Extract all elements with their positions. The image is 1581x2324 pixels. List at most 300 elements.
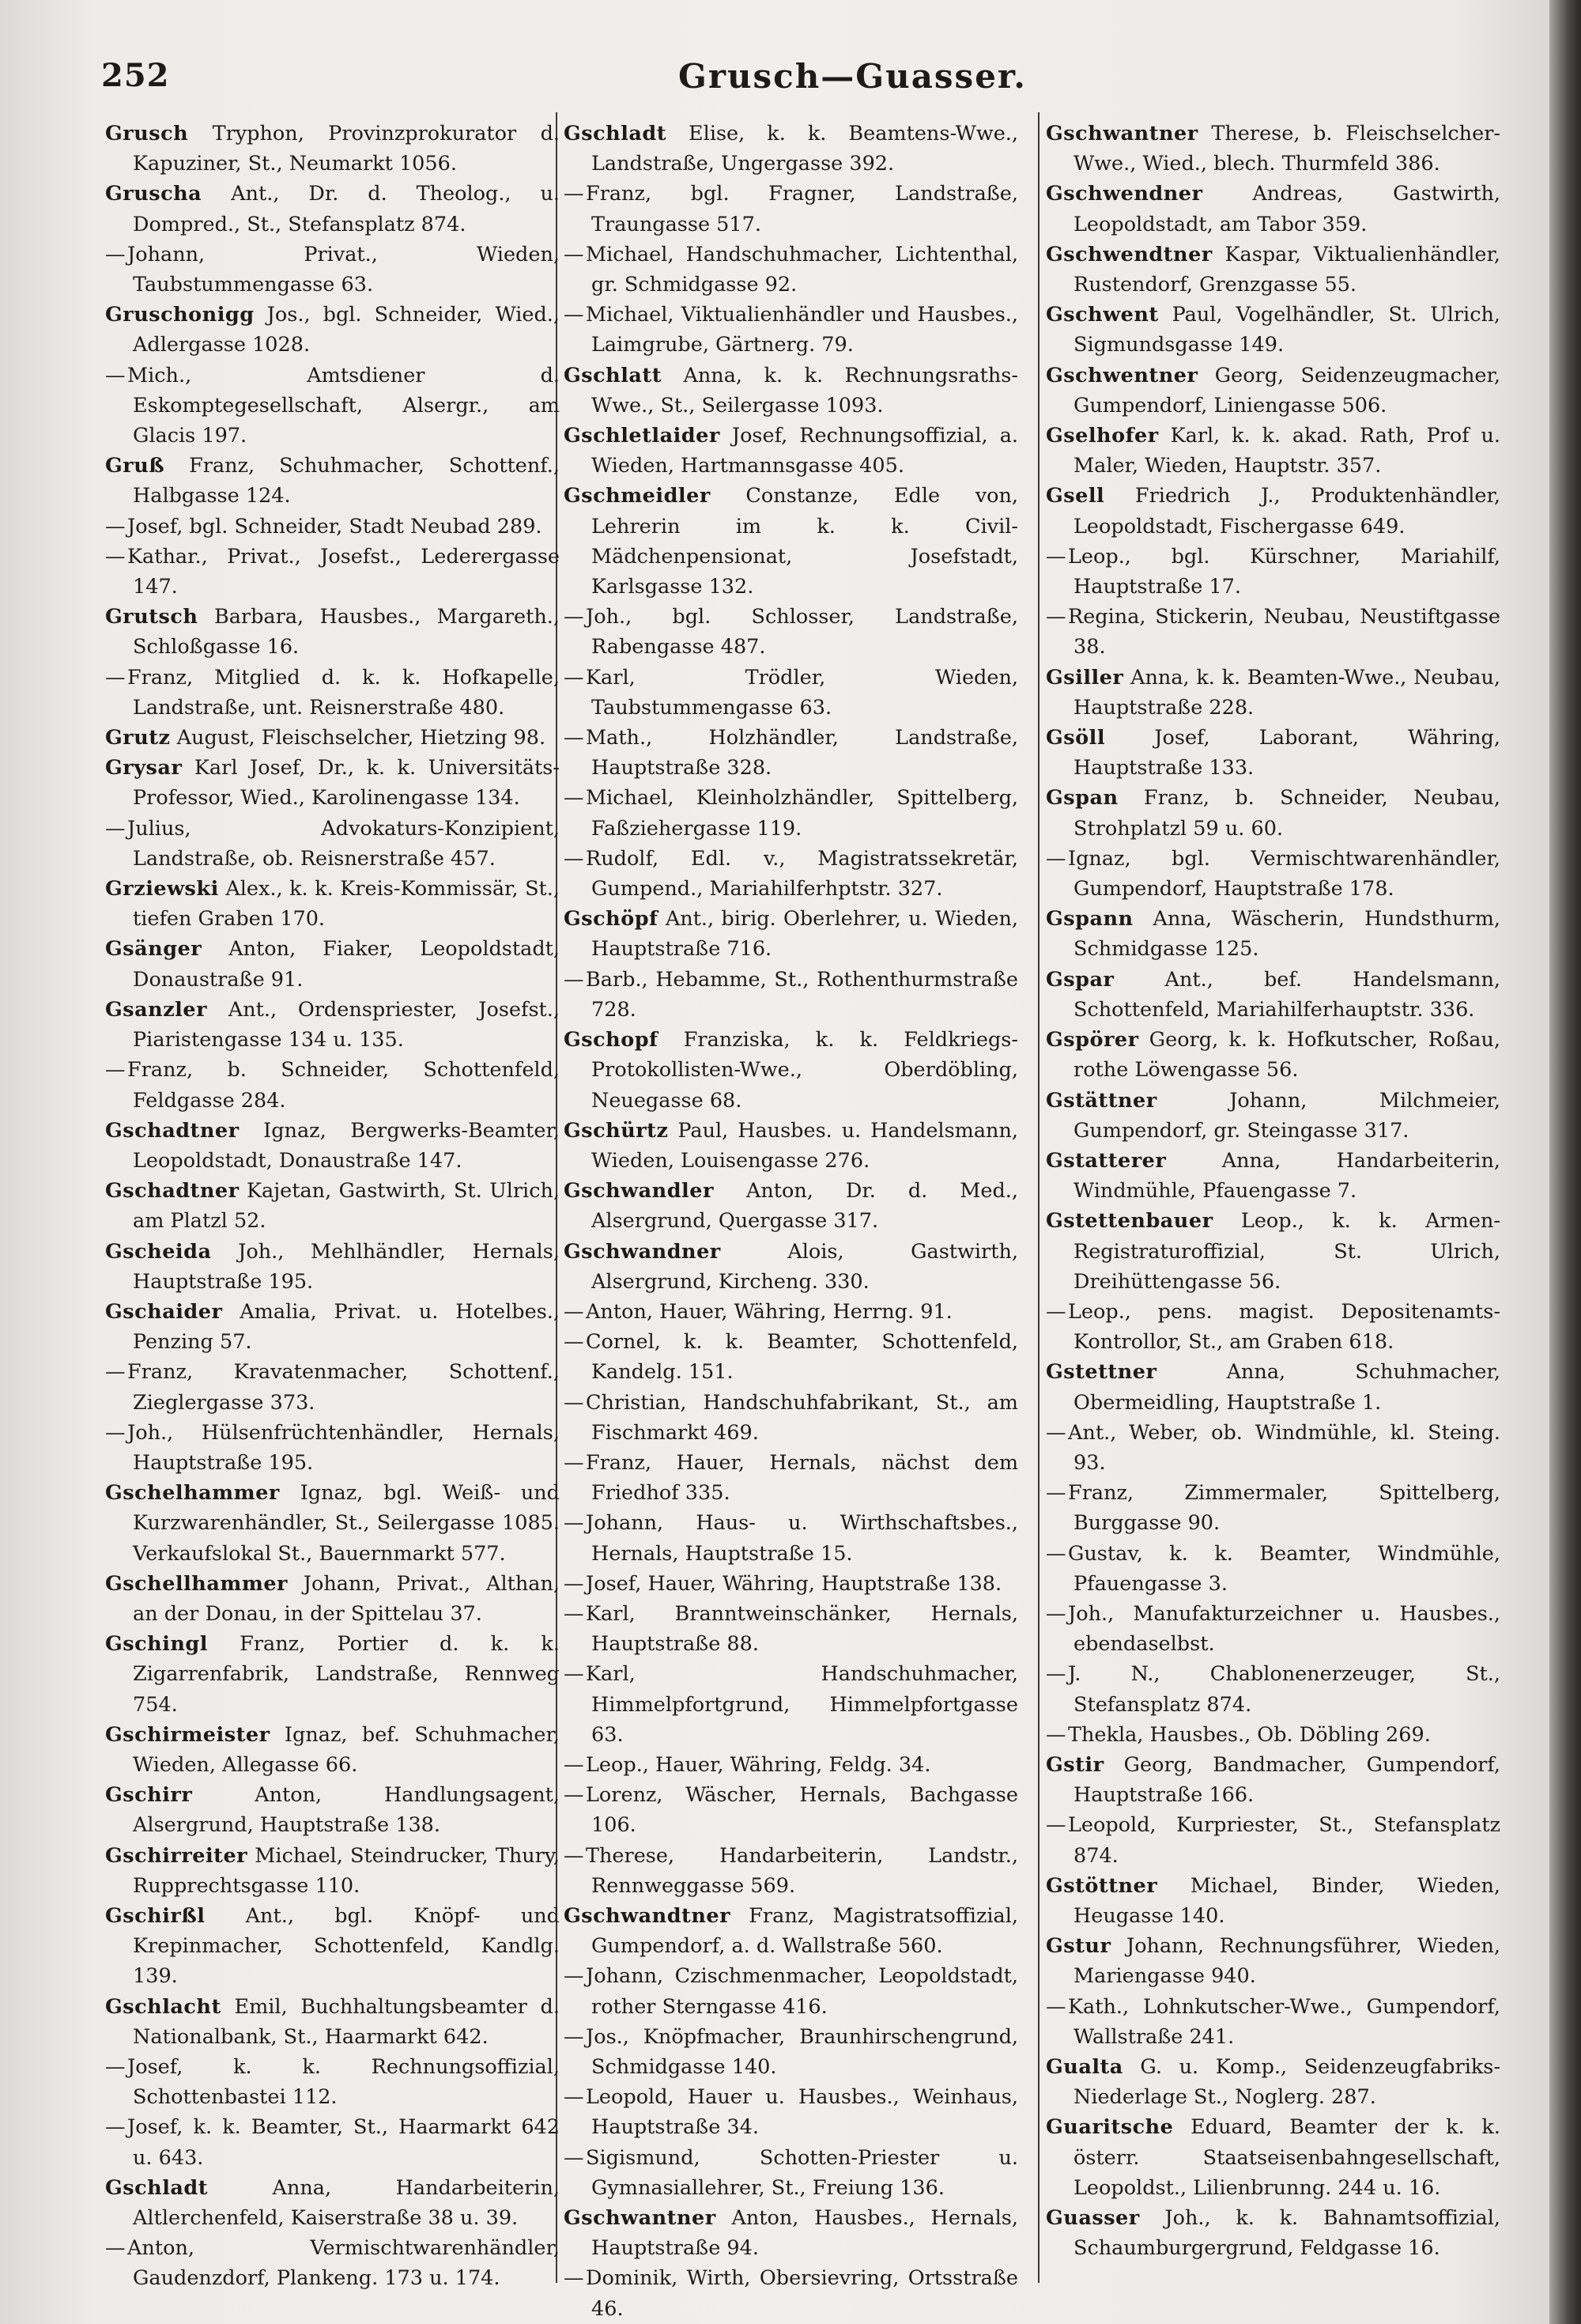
ditto-dash: — bbox=[564, 1511, 584, 1536]
entry-surname: Gschopf bbox=[564, 1028, 658, 1052]
entry-surname: Gschellhammer bbox=[105, 1571, 288, 1596]
entry-details: Johann, Rechnungsführer, Wieden, Mariengasse 940. bbox=[1073, 1934, 1500, 1989]
entry-details: Ignaz, Bergwerks-Beamter, Leopoldstadt, Donaustraße 147. bbox=[133, 1118, 560, 1173]
ditto-dash: — bbox=[1046, 1420, 1066, 1445]
entry-surname: Grutz bbox=[105, 726, 171, 750]
entry-details: Georg, Seidenzeugmacher, Gumpendorf, Liniengasse 506. bbox=[1073, 363, 1500, 418]
directory-entry bbox=[1046, 1478, 1500, 1538]
ditto-dash: — bbox=[564, 967, 584, 992]
entry-details: Karl, k. k. akad. Rath, Prof u. Maler, Wieden, Hauptstr. 357. bbox=[1073, 424, 1501, 478]
directory-entry bbox=[564, 2263, 1018, 2323]
directory-entry bbox=[1046, 1810, 1500, 1870]
entry-surname: Gsanzler bbox=[105, 997, 208, 1022]
entry-surname: Gstöttner bbox=[1046, 1873, 1158, 1898]
entry-surname: Gscheida bbox=[105, 1239, 212, 1264]
entry-details: Amalia, Privat. u. Hotelbes., Penzing 57. bbox=[133, 1299, 560, 1355]
entry-surname: Gschwandler bbox=[564, 1179, 714, 1204]
entry-details: Georg, Bandmacher, Gumpendorf, Hauptstraße 166. bbox=[1073, 1752, 1500, 1808]
directory-entry bbox=[1046, 965, 1500, 1025]
entry-details: Ant., Dr. d. Theolog., u. Dompred., St., Stefansplatz 874. bbox=[133, 182, 560, 236]
directory-entry bbox=[1046, 119, 1500, 179]
ditto-dash: — bbox=[564, 726, 584, 750]
entry-details: Tryphon, Provinzprokurator d. Kapuziner, St., Neumarkt 1056. bbox=[133, 122, 560, 176]
directory-entry bbox=[105, 1841, 560, 1901]
directory-entry bbox=[1046, 1539, 1500, 1599]
directory-entry bbox=[1046, 1750, 1500, 1810]
entry-details: Ignaz, bef. Schuhmacher, Wieden, Allegasse 66. bbox=[133, 1722, 560, 1777]
entry-surname: Gselhofer bbox=[1046, 424, 1159, 448]
entry-surname: Gschwantner bbox=[1046, 122, 1198, 145]
entry-surname: Gschlatt bbox=[564, 363, 662, 387]
ditto-dash: — bbox=[1046, 1722, 1066, 1747]
directory-entry bbox=[105, 1629, 560, 1720]
entry-surname: Guasser bbox=[1046, 2206, 1140, 2231]
entry-details: Franz, Portier d. k. k. Zigarrenfabrik, Landstraße, Rennweg 754. bbox=[133, 1632, 560, 1717]
directory-entry bbox=[564, 2082, 1018, 2142]
directory-entry bbox=[564, 602, 1018, 662]
entry-surname: Gschürtz bbox=[564, 1118, 669, 1143]
entry-details: Ant., Ordenspriester, Josefst., Piaristengasse 134 u. 135. bbox=[133, 997, 560, 1052]
ditto-dash: — bbox=[564, 605, 584, 629]
directory-entry bbox=[564, 1448, 1018, 1508]
entry-details: Barbara, Hausbes., Margareth., Schloßgasse 16. bbox=[133, 605, 560, 659]
entry-surname: Gstatterer bbox=[1046, 1148, 1167, 1173]
ditto-dash: — bbox=[105, 544, 126, 569]
entry-surname: Gschadtner bbox=[105, 1179, 240, 1204]
page-number: 252 bbox=[101, 57, 170, 94]
entry-details: Sigismund, Schotten-Priester u. Gymnasiallehrer, St., Freiung 136. bbox=[586, 2145, 1018, 2200]
entry-details: Anton, Hauer, Währing, Herrng. 91. bbox=[586, 1299, 953, 1324]
directory-entry bbox=[564, 1569, 1018, 1599]
entry-details: Franz, Hauer, Hernals, nächst dem Friedhof 335. bbox=[586, 1450, 1018, 1506]
entry-surname: Gschletlaider bbox=[564, 424, 720, 448]
entry-surname: Gstur bbox=[1046, 1934, 1111, 1959]
entry-details: Ant., birig. Oberlehrer, u. Wieden, Hauptstraße 716. bbox=[591, 907, 1018, 962]
directory-entry bbox=[105, 542, 560, 602]
entry-surname: Gschladt bbox=[105, 2175, 209, 2200]
entry-details: Johann, Haus- u. Wirthschaftsbes., Hernals, Hauptstraße 15. bbox=[586, 1511, 1018, 1566]
directory-entry bbox=[105, 995, 560, 1055]
entry-details: Johann, Milchmeier, Gumpendorf, gr. Steingasse 317. bbox=[1073, 1088, 1500, 1143]
ditto-dash: — bbox=[105, 2055, 126, 2079]
entry-details: Anna, Handarbeiterin, Windmühle, Pfauengasse 7. bbox=[1073, 1148, 1500, 1204]
directory-entry bbox=[105, 602, 560, 662]
entry-details: Joh., bgl. Schlosser, Landstraße, Rabengasse 487. bbox=[586, 605, 1018, 659]
ditto-dash: — bbox=[1046, 1813, 1066, 1838]
entry-details: Franz, bgl. Fragner, Landstraße, Traungasse 517. bbox=[586, 182, 1018, 236]
entry-details: Georg, k. k. Hofkutscher, Roßau, rothe Löwengasse 56. bbox=[1073, 1028, 1500, 1083]
directory-entry bbox=[564, 965, 1018, 1025]
entry-details: Ant., bef. Handelsmann, Schottenfeld, Mariahilferhauptstr. 336. bbox=[1073, 967, 1500, 1022]
directory-entry bbox=[564, 300, 1018, 360]
directory-entry bbox=[564, 904, 1018, 964]
entry-details: Anton, Fiaker, Leopoldstadt, Donaustraße 91. bbox=[133, 937, 560, 992]
ditto-dash: — bbox=[1046, 1601, 1066, 1626]
directory-entry bbox=[105, 874, 560, 934]
entry-details: Joh., Mehlhändler, Hernals, Hauptstraße 195. bbox=[133, 1239, 560, 1294]
entry-surname: Gschladt bbox=[564, 122, 667, 145]
entry-details: Josef, Rechnungsoffizial, a. Wieden, Hartmannsgasse 405. bbox=[591, 424, 1018, 478]
entry-details: Franz, Magistratsoffizial, Gumpendorf, a. d. Wallstraße 560. bbox=[591, 1903, 1019, 1959]
directory-entry bbox=[105, 2112, 560, 2172]
ditto-dash: — bbox=[1046, 544, 1066, 569]
entry-details: J. N., Chablonenerzeuger, St., Stefansplatz 874. bbox=[1068, 1662, 1500, 1717]
column-3 bbox=[1046, 119, 1500, 2263]
column-divider bbox=[1038, 112, 1040, 2283]
directory-entry bbox=[105, 451, 560, 511]
entry-details: Franz, Zimmermaler, Spittelberg, Burggasse 90. bbox=[1068, 1481, 1500, 1536]
entry-details: Math., Holzhändler, Landstraße, Hauptstraße 328. bbox=[586, 726, 1018, 780]
entry-surname: Gsiller bbox=[1046, 665, 1124, 690]
directory-entry bbox=[1046, 1871, 1500, 1931]
directory-entry bbox=[105, 1901, 560, 1992]
entry-details: Eduard, Beamter der k. k. österr. Staatseisenbahngesellschaft, Leopoldst., Lilienbrunng. 244 u. 16. bbox=[1073, 2115, 1500, 2200]
directory-entry bbox=[105, 1055, 560, 1115]
ditto-dash: — bbox=[105, 1360, 126, 1385]
directory-entry bbox=[1046, 1992, 1500, 2052]
entry-surname: Gschwantner bbox=[564, 2206, 716, 2231]
entry-details: Karl Josef, Dr., k. k. Universitäts-Professor, Wied., Karolinengasse 134. bbox=[133, 756, 560, 811]
directory-entry bbox=[1046, 1297, 1500, 1357]
book-spine-edge bbox=[1549, 0, 1581, 2324]
entry-details: Johann, Privat., Wieden, Taubstummengasse 63. bbox=[127, 242, 560, 297]
directory-entry bbox=[564, 844, 1018, 904]
directory-entry bbox=[1046, 602, 1500, 662]
directory-entry bbox=[564, 1901, 1018, 1961]
entry-details: Michael, Handschuhmacher, Lichtenthal, gr. Schmidgasse 92. bbox=[586, 242, 1018, 297]
entry-details: G. u. Komp., Seidenzeugfabriks-Niederlage St., Noglerg. 287. bbox=[1073, 2055, 1500, 2110]
entry-details: Barb., Hebamme, St., Rothenthurmstraße 728. bbox=[586, 967, 1018, 1022]
ditto-dash: — bbox=[105, 816, 126, 841]
directory-entry bbox=[564, 179, 1018, 239]
column-1 bbox=[105, 119, 560, 2294]
directory-entry bbox=[564, 2022, 1018, 2082]
entry-surname: Gschirreiter bbox=[105, 1843, 248, 1868]
entry-surname: Grziewski bbox=[105, 877, 219, 901]
directory-entry bbox=[564, 1659, 1018, 1750]
entry-details: Anna, k. k. Beamten-Wwe., Neubau, Hauptstraße 228. bbox=[1073, 665, 1501, 720]
entry-surname: Gschaider bbox=[105, 1299, 223, 1324]
directory-entry bbox=[1046, 2203, 1500, 2263]
entry-surname: Gschelhammer bbox=[105, 1481, 280, 1506]
entry-details: August, Fleischselcher, Hietzing 98. bbox=[176, 726, 546, 750]
entry-details: Josef, Hauer, Währing, Hauptstraße 138. bbox=[586, 1571, 1002, 1596]
running-head: Grusch—Guasser. bbox=[678, 57, 1027, 96]
directory-entry bbox=[1046, 1720, 1500, 1750]
directory-entry bbox=[105, 723, 560, 753]
directory-entry bbox=[105, 814, 560, 874]
entry-surname: Gsöll bbox=[1046, 726, 1106, 750]
entry-details: Josef, Laborant, Währing, Hauptstraße 133. bbox=[1073, 726, 1500, 780]
directory-entry bbox=[1046, 1659, 1500, 1719]
directory-entry bbox=[564, 481, 1018, 602]
entry-details: Gustav, k. k. Beamter, Windmühle, Pfauengasse 3. bbox=[1068, 1541, 1500, 1596]
directory-entry bbox=[1046, 783, 1500, 843]
entry-details: Anna, Wäscherin, Hundsthurm, Schmidgasse 125. bbox=[1073, 907, 1501, 962]
entry-details: Karl, Trödler, Wieden, Taubstummengasse 63. bbox=[586, 665, 1018, 720]
directory-entry bbox=[1046, 1599, 1500, 1659]
directory-entry bbox=[105, 1176, 560, 1236]
directory-entry bbox=[1046, 179, 1500, 239]
entry-details: Jos., bgl. Schneider, Wied., Adlergasse 1028. bbox=[133, 303, 560, 357]
entry-details: Emil, Buchhaltungsbeamter d. Nationalbank, St., Haarmarkt 642. bbox=[133, 1994, 560, 2049]
directory-entry bbox=[564, 361, 1018, 421]
directory-entry bbox=[564, 663, 1018, 723]
directory-entry bbox=[105, 300, 560, 360]
ditto-dash: — bbox=[564, 1964, 584, 1989]
ditto-dash: — bbox=[564, 1330, 584, 1355]
ditto-dash: — bbox=[1046, 1299, 1066, 1324]
directory-entry bbox=[564, 1116, 1018, 1176]
entry-details: Rudolf, Edl. v., Magistratssekretär, Gumpend., Mariahilferhptstr. 327. bbox=[586, 846, 1018, 901]
ditto-dash: — bbox=[564, 1390, 584, 1415]
ditto-dash: — bbox=[564, 846, 584, 871]
directory-entry bbox=[1046, 844, 1500, 904]
directory-entry bbox=[105, 361, 560, 452]
directory-entry bbox=[105, 240, 560, 300]
entry-details: Leopold, Hauer u. Hausbes., Weinhaus, Hauptstraße 34. bbox=[586, 2085, 1018, 2140]
ditto-dash: — bbox=[1046, 605, 1066, 629]
ditto-dash: — bbox=[564, 2085, 584, 2110]
entry-details: Lorenz, Wäscher, Hernals, Bachgasse 106. bbox=[586, 1783, 1018, 1838]
ditto-dash: — bbox=[564, 786, 584, 811]
entry-surname: Grusch bbox=[105, 122, 189, 145]
entry-surname: Gschlacht bbox=[105, 1994, 221, 2019]
entry-details: Leop., Hauer, Währing, Feldg. 34. bbox=[586, 1752, 931, 1777]
directory-entry bbox=[105, 1780, 560, 1840]
entry-surname: Gschirmeister bbox=[105, 1722, 270, 1747]
entry-details: Kath., Lohnkutscher-Wwe., Gumpendorf, Wallstraße 241. bbox=[1068, 1994, 1500, 2049]
entry-details: Ant., Weber, ob. Windmühle, kl. Steing. 93. bbox=[1068, 1420, 1500, 1475]
ditto-dash: — bbox=[1046, 1994, 1066, 2019]
entry-details: Michael, Viktualienhändler und Hausbes., Laimgrube, Gärtnerg. 79. bbox=[586, 303, 1018, 357]
entry-details: Leop., k. k. Armen-Registraturoffizial, St. Ulrich, Dreihüttengasse 56. bbox=[1073, 1209, 1500, 1294]
entry-surname: Gschmeidler bbox=[564, 484, 711, 508]
entry-details: Michael, Steindrucker, Thury, Rupprechtsgasse 110. bbox=[133, 1843, 560, 1898]
directory-entry bbox=[1046, 1206, 1500, 1297]
directory-entry bbox=[1046, 421, 1500, 481]
directory-entry bbox=[105, 2052, 560, 2112]
ditto-dash: — bbox=[1046, 1481, 1066, 1506]
entry-details: Joh., k. k. Bahnamtsoffizial, Schaumburgergrund, Feldgasse 16. bbox=[1073, 2206, 1501, 2261]
entry-details: Regina, Stickerin, Neubau, Neustiftgasse 38. bbox=[1068, 605, 1500, 659]
directory-entry bbox=[564, 723, 1018, 783]
entry-details: Kajetan, Gastwirth, St. Ulrich, am Platzl 52. bbox=[133, 1179, 560, 1234]
ditto-dash: — bbox=[564, 1571, 584, 1596]
directory-entry bbox=[105, 2233, 560, 2293]
ditto-dash: — bbox=[105, 665, 126, 690]
directory-entry bbox=[1046, 2112, 1500, 2203]
ditto-dash: — bbox=[105, 363, 126, 387]
entry-surname: Gstättner bbox=[1046, 1088, 1157, 1113]
entry-surname: Gschwandner bbox=[564, 1239, 721, 1264]
entry-details: Paul, Vogelhändler, St. Ulrich, Sigmundsgasse 149. bbox=[1073, 303, 1501, 357]
directory-entry bbox=[1046, 361, 1500, 421]
ditto-dash: — bbox=[564, 1299, 584, 1324]
page-header bbox=[101, 57, 1524, 112]
ditto-dash: — bbox=[1046, 1662, 1066, 1687]
entry-details: Mich., Amtsdiener d. Eskomptegesellschaft, Alsergr., am Glacis 197. bbox=[127, 363, 560, 448]
entry-details: Anna, Handarbeiterin, Altlerchenfeld, Kaiserstraße 38 u. 39. bbox=[133, 2175, 560, 2231]
entry-surname: Gschwent bbox=[1046, 303, 1159, 327]
directory-entry bbox=[1046, 240, 1500, 300]
directory-entry bbox=[564, 1780, 1018, 1840]
entry-surname: Gstettner bbox=[1046, 1360, 1157, 1385]
ditto-dash: — bbox=[564, 1601, 584, 1626]
entry-details: Friedrich J., Produktenhändler, Leopoldstadt, Fischergasse 649. bbox=[1073, 484, 1500, 538]
entry-details: Johann, Privat., Althan, an der Donau, in der Spittelau 37. bbox=[133, 1571, 560, 1626]
entry-surname: Grysar bbox=[105, 756, 183, 780]
entry-details: Anton, Vermischtwarenhändler, Gaudenzdorf, Plankeng. 173 u. 174. bbox=[127, 2236, 560, 2291]
directory-entry bbox=[564, 1327, 1018, 1387]
directory-entry bbox=[564, 1961, 1018, 2021]
directory-entry bbox=[564, 1237, 1018, 1297]
ditto-dash: — bbox=[105, 1420, 126, 1445]
entry-surname: Grutsch bbox=[105, 605, 198, 629]
directory-entry bbox=[564, 1508, 1018, 1568]
entry-details: Alois, Gastwirth, Alsergrund, Kircheng. 330. bbox=[591, 1239, 1018, 1294]
directory-entry bbox=[105, 1116, 560, 1176]
entry-details: Julius, Advokaturs-Konzipient, Landstraße, ob. Reisnerstraße 457. bbox=[127, 816, 560, 871]
directory-entry bbox=[1046, 300, 1500, 360]
entry-details: Paul, Hausbes. u. Handelsmann, Wieden, Louisengasse 276. bbox=[591, 1118, 1019, 1173]
directory-entry bbox=[105, 1569, 560, 1629]
directory-entry bbox=[105, 1297, 560, 1357]
directory-entry bbox=[564, 119, 1018, 179]
entry-details: Franz, Mitglied d. k. k. Hofkapelle, Landstraße, unt. Reisnerstraße 480. bbox=[127, 665, 560, 720]
entry-details: Andreas, Gastwirth, Leopoldstadt, am Tabor 359. bbox=[1073, 182, 1500, 236]
entry-surname: Gstettenbauer bbox=[1046, 1209, 1213, 1234]
directory-entry bbox=[1046, 1025, 1500, 1085]
ditto-dash: — bbox=[564, 1450, 584, 1475]
entry-details: Dominik, Wirth, Obersievring, Ortsstraße 46. bbox=[586, 2266, 1018, 2321]
entry-surname: Gschwentner bbox=[1046, 363, 1198, 387]
directory-entry bbox=[1046, 542, 1500, 602]
entry-details: Alex., k. k. Kreis-Kommissär, St., tiefen Graben 170. bbox=[133, 877, 560, 931]
entry-details: Franz, Schuhmacher, Schottenf., Halbgasse 124. bbox=[133, 454, 560, 508]
entry-surname: Gsell bbox=[1046, 484, 1105, 508]
entry-surname: Gschwendtner bbox=[1046, 242, 1213, 266]
entry-details: Leop., bgl. Kürschner, Mariahilf, Hauptstraße 17. bbox=[1068, 544, 1500, 599]
entry-details: Ignaz, bgl. Weiß- und Kurzwarenhändler, St., Seilergasse 1085. Verkaufslokal St., Bauernmarkt 577. bbox=[133, 1481, 560, 1566]
directory-entry bbox=[105, 1237, 560, 1297]
directory-entry bbox=[1046, 723, 1500, 783]
entry-details: Leop., pens. magist. Depositenamts-Kontrollor, St., am Graben 618. bbox=[1068, 1299, 1500, 1355]
entry-details: Thekla, Hausbes., Ob. Döbling 269. bbox=[1068, 1722, 1431, 1747]
entry-details: Ignaz, bgl. Vermischtwarenhändler, Gumpendorf, Hauptstraße 178. bbox=[1068, 846, 1500, 901]
directory-entry bbox=[564, 240, 1018, 300]
entry-surname: Gspörer bbox=[1046, 1028, 1139, 1052]
entry-surname: Gruschonigg bbox=[105, 303, 255, 327]
directory-entry bbox=[105, 2173, 560, 2233]
entry-details: Constanze, Edle von, Lehrerin im k. k. Civil-Mädchenpensionat, Josefstadt, Karlsgasse 132. bbox=[591, 484, 1018, 599]
entry-details: Johann, Czischmenmacher, Leopoldstadt, rother Sterngasse 416. bbox=[586, 1964, 1018, 2019]
directory-entry bbox=[1046, 1357, 1500, 1417]
entry-surname: Gruß bbox=[105, 454, 165, 478]
directory-entry bbox=[1046, 1418, 1500, 1478]
directory-entry bbox=[105, 1992, 560, 2052]
entry-surname: Gschirr bbox=[105, 1783, 193, 1808]
directory-entry bbox=[1046, 1931, 1500, 1991]
entry-details: Therese, Handarbeiterin, Landstr., Rennweggasse 569. bbox=[586, 1843, 1018, 1898]
entry-details: Anna, Schuhmacher, Obermeidling, Hauptstraße 1. bbox=[1073, 1360, 1501, 1415]
entry-surname: Gschwandtner bbox=[564, 1903, 731, 1928]
ditto-dash: — bbox=[1046, 846, 1066, 871]
column-2 bbox=[564, 119, 1018, 2324]
entry-details: Jos., Knöpfmacher, Braunhirschengrund, Schmidgasse 140. bbox=[586, 2024, 1018, 2079]
directory-entry bbox=[564, 1025, 1018, 1116]
entry-details: Anton, Hausbes., Hernals, Hauptstraße 94. bbox=[591, 2206, 1018, 2261]
ditto-dash: — bbox=[564, 2024, 584, 2049]
entry-details: Franziska, k. k. Feldkriegs-Protokollisten-Wwe., Oberdöbling, Neuegasse 68. bbox=[591, 1028, 1019, 1113]
entry-details: Josef, k. k. Beamter, St., Haarmarkt 642 u. 643. bbox=[127, 2115, 560, 2170]
directory-entry bbox=[105, 1720, 560, 1780]
ditto-dash: — bbox=[105, 2236, 126, 2261]
directory-entry bbox=[564, 421, 1018, 481]
entry-details: Christian, Handschuhfabrikant, St., am Fischmarkt 469. bbox=[586, 1390, 1018, 1445]
entry-details: Kaspar, Viktualienhändler, Rustendorf, Grenzgasse 55. bbox=[1073, 242, 1500, 297]
entry-surname: Gschirßl bbox=[105, 1903, 206, 1928]
entry-details: Franz, b. Schneider, Schottenfeld, Feldgasse 284. bbox=[127, 1058, 560, 1113]
directory-entry bbox=[564, 1750, 1018, 1780]
entry-details: Ant., bgl. Knöpf- und Krepinmacher, Schottenfeld, Kandlg. 139. bbox=[133, 1903, 560, 1989]
directory-entry bbox=[1046, 1146, 1500, 1206]
directory-entry bbox=[564, 1388, 1018, 1448]
ditto-dash: — bbox=[105, 1058, 126, 1083]
entry-surname: Gspan bbox=[1046, 786, 1119, 811]
ditto-dash: — bbox=[564, 242, 584, 266]
ditto-dash: — bbox=[105, 514, 126, 538]
directory-entry bbox=[105, 1418, 560, 1478]
ditto-dash: — bbox=[564, 1783, 584, 1808]
ditto-dash: — bbox=[564, 2145, 584, 2170]
directory-entry bbox=[564, 1176, 1018, 1236]
entry-surname: Gsänger bbox=[105, 937, 202, 962]
entry-surname: Guaritsche bbox=[1046, 2115, 1174, 2140]
entry-details: Leopold, Kurpriester, St., Stefansplatz 874. bbox=[1068, 1813, 1500, 1868]
directory-entry bbox=[105, 1478, 560, 1569]
directory-entry bbox=[105, 934, 560, 994]
entry-details: Karl, Handschuhmacher, Himmelpfortgrund, Himmelpfortgasse 63. bbox=[586, 1662, 1018, 1747]
ditto-dash: — bbox=[564, 303, 584, 327]
ditto-dash: — bbox=[564, 1662, 584, 1687]
entry-details: Karl, Branntweinschänker, Hernals, Hauptstraße 88. bbox=[586, 1601, 1018, 1657]
directory-entry bbox=[564, 2203, 1018, 2263]
entry-surname: Gualta bbox=[1046, 2055, 1123, 2079]
directory-entry bbox=[564, 1599, 1018, 1659]
ditto-dash: — bbox=[1046, 1541, 1066, 1566]
entry-details: Cornel, k. k. Beamter, Schottenfeld, Kandelg. 151. bbox=[586, 1330, 1018, 1385]
directory-entry bbox=[1046, 481, 1500, 541]
directory-entry bbox=[105, 1357, 560, 1417]
directory-entry bbox=[105, 179, 560, 239]
entry-details: Joh., Hülsenfrüchtenhändler, Hernals, Hauptstraße 195. bbox=[127, 1420, 560, 1475]
entry-details: Josef, bgl. Schneider, Stadt Neubad 289. bbox=[127, 514, 542, 538]
entry-surname: Gspar bbox=[1046, 967, 1115, 992]
entry-details: Therese, b. Fleischselcher-Wwe., Wied., blech. Thurmfeld 386. bbox=[1073, 122, 1500, 176]
entry-details: Anna, k. k. Rechnungsraths-Wwe., St., Seilergasse 1093. bbox=[591, 363, 1018, 418]
directory-entry bbox=[1046, 904, 1500, 964]
directory-entry bbox=[564, 783, 1018, 843]
entry-details: Joh., Manufakturzeichner u. Hausbes., ebendaselbst. bbox=[1068, 1601, 1500, 1657]
entry-surname: Gschwendner bbox=[1046, 182, 1203, 206]
directory-entry bbox=[105, 512, 560, 542]
entry-surname: Gschingl bbox=[105, 1632, 208, 1657]
ditto-dash: — bbox=[105, 242, 126, 266]
entry-details: Anton, Handlungsagent, Alsergrund, Hauptstraße 138. bbox=[133, 1783, 560, 1838]
directory-entry bbox=[564, 1841, 1018, 1901]
directory-entry bbox=[105, 119, 560, 179]
